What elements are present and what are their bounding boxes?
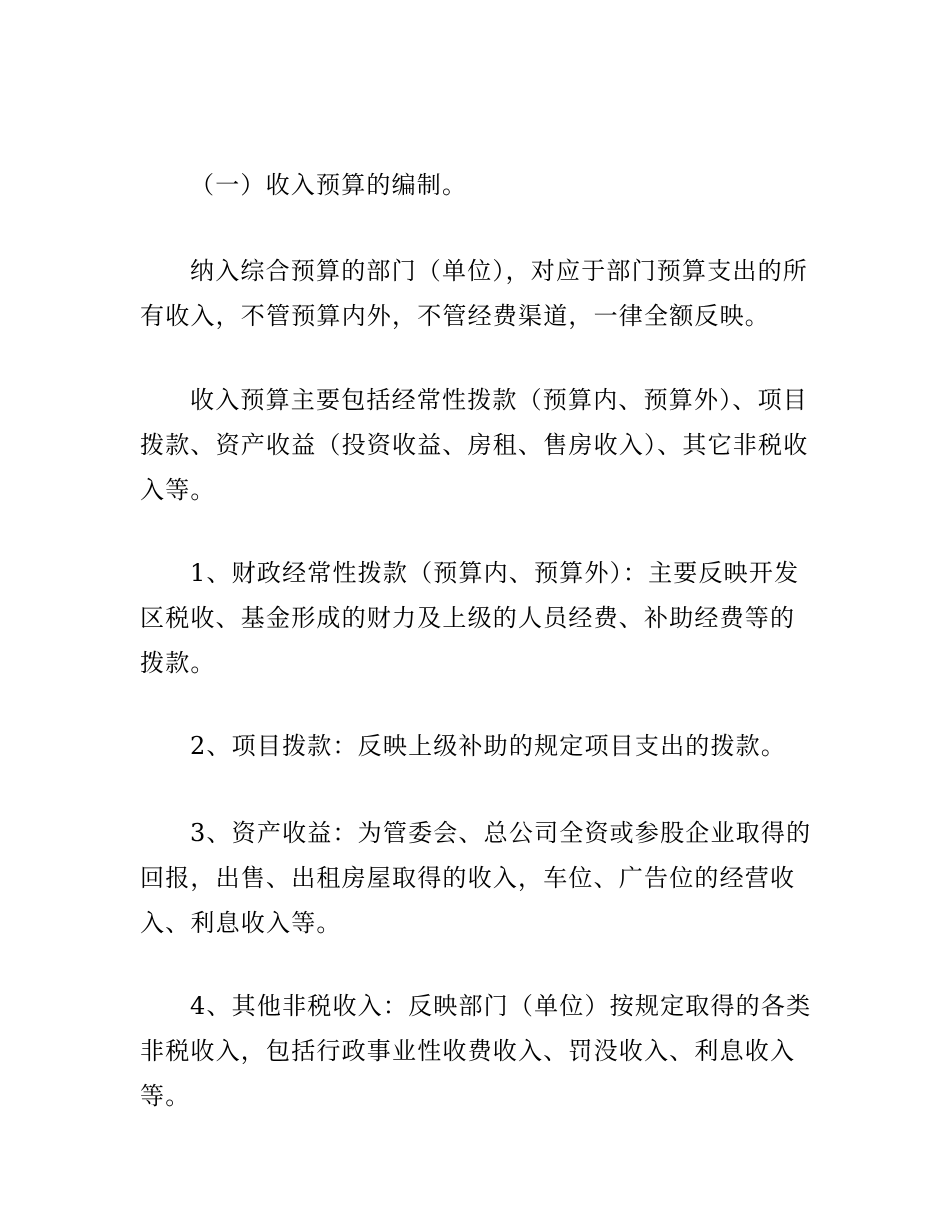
paragraph-item-3: 3、资产收益：为管委会、总公司全资或参股企业取得的回报，出售、出租房屋取得的收入，车位、广告位的经营收入、利息收入等。 (140, 819, 812, 937)
paragraph-scope: 纳入综合预算的部门（单位），对应于部门预算支出的所有收入，不管预算内外，不管经费渠道，一律全额反映。 (140, 257, 808, 330)
paragraph-item-1: 1、财政经常性拨款（预算内、预算外）：主要反映开发区税收、基金形成的财力及上级的人员经费、补助经费等的拨款。 (140, 559, 800, 677)
paragraph-composition: 收入预算主要包括经常性拨款（预算内、预算外）、项目拨款、资产收益（投资收益、房租、售房收入）、其它非税收入等。 (140, 386, 809, 504)
paragraph-item-4: 4、其他非税收入：反映部门（单位）按规定取得的各类非税收入，包括行政事业性收费收入、罚没收入、利息收入等。 (140, 992, 812, 1110)
section-heading: （一）收入预算的编制。 (190, 171, 468, 199)
paragraph-item-2: 2、项目拨款：反映上级补助的规定项目支出的拨款。 (190, 732, 787, 760)
